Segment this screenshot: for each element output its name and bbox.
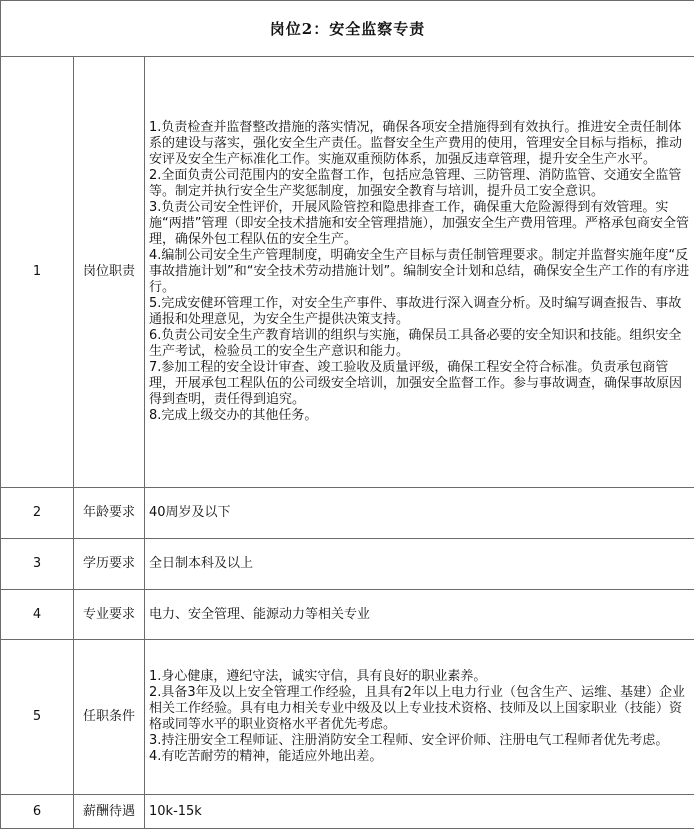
list-item: 2.具备3年及以上安全管理工作经验，且具有2年以上电力行业（包含生产、运维、基建）企业相关工作经验。具有电力相关专业中级及以上专业技术资格、技师及以上国家职业（技能）资格或同等水平的职业资格水平者优先考虑。 [149, 685, 690, 733]
title-row [1, 1, 694, 57]
row-label: 薪酬待遇 [74, 795, 145, 829]
row-label: 任职条件 [74, 640, 145, 795]
responsibilities-list [145, 57, 694, 488]
table-row-major [1, 590, 694, 640]
list-item: 8.完成上级交办的其他任务。 [149, 408, 690, 424]
row-number: 1 [1, 57, 74, 488]
list-item: 7.参加工程的安全设计审查、竣工验收及质量评级，确保工程安全符合标准。负责承包商管理，开展承包工程队伍的公司级安全培训，加强安全监督工作。参与事故调查，确保事故原因得到查明，责任得到追究。 [149, 360, 690, 408]
table-row-qualifications [1, 640, 694, 795]
list-item: 2.全面负责公司范围内的安全监督工作，包括应急管理、三防管理、消防监管、交通安全监管等。制定并执行安全生产奖惩制度，加强安全教育与培训，提升员工安全意识。 [149, 168, 690, 200]
row-number: 5 [1, 640, 74, 795]
row-label: 岗位职责 [74, 57, 145, 488]
row-value: 电力、安全管理、能源动力等相关专业 [145, 590, 694, 640]
row-label: 年龄要求 [74, 488, 145, 539]
row-value: 10k-15k [145, 795, 694, 829]
row-number: 2 [1, 488, 74, 539]
list-item: 4.有吃苦耐劳的精神，能适应外地出差。 [149, 749, 690, 765]
list-item: 4.编制公司安全生产管理制度，明确安全生产目标与责任制管理要求。制定并监督实施年度“反事故措施计划”和“安全技术劳动措施计划”。编制安全计划和总结，确保安全生产工作的有序进行。 [149, 248, 690, 296]
table-row-education [1, 539, 694, 590]
row-number: 3 [1, 539, 74, 590]
row-label: 学历要求 [74, 539, 145, 590]
row-number: 6 [1, 795, 74, 829]
qualifications-list [145, 640, 694, 795]
row-value: 40周岁及以下 [145, 488, 694, 539]
table-row-responsibilities [1, 57, 694, 488]
table-title: 岗位2：安全监察专责 [1, 1, 694, 57]
list-item: 6.负责公司安全生产教育培训的组织与实施，确保员工具备必要的安全知识和技能。组织安全生产考试，检验员工的安全生产意识和能力。 [149, 328, 690, 360]
row-label: 专业要求 [74, 590, 145, 640]
table-row-age [1, 488, 694, 539]
list-item: 1.负责检查并监督整改措施的落实情况，确保各项安全措施得到有效执行。推进安全责任制体系的建设与落实，强化安全生产责任。监督安全生产费用的使用，管理安全目标与指标，推动安评及安全生产标准化工作。实施双重预防体系，加强反违章管理，提升安全生产水平。 [149, 120, 690, 168]
list-item: 1.身心健康，遵纪守法，诚实守信，具有良好的职业素养。 [149, 669, 690, 685]
list-item: 5.完成安健环管理工作，对安全生产事件、事故进行深入调查分析。及时编写调查报告、事故通报和处理意见，为安全生产提供决策支持。 [149, 296, 690, 328]
list-item: 3.持注册安全工程师证、注册消防安全工程师、安全评价师、注册电气工程师者优先考虑。 [149, 733, 690, 749]
table-row-salary [1, 795, 694, 829]
row-value: 全日制本科及以上 [145, 539, 694, 590]
list-item: 3.负责公司安全性评价，开展风险管控和隐患排查工作，确保重大危险源得到有效管理。实施“两措”管理（即安全技术措施和安全管理措施），加强安全生产费用管理。严格承包商安全管理，确保外包工程队伍的安全生产。 [149, 200, 690, 248]
row-number: 4 [1, 590, 74, 640]
